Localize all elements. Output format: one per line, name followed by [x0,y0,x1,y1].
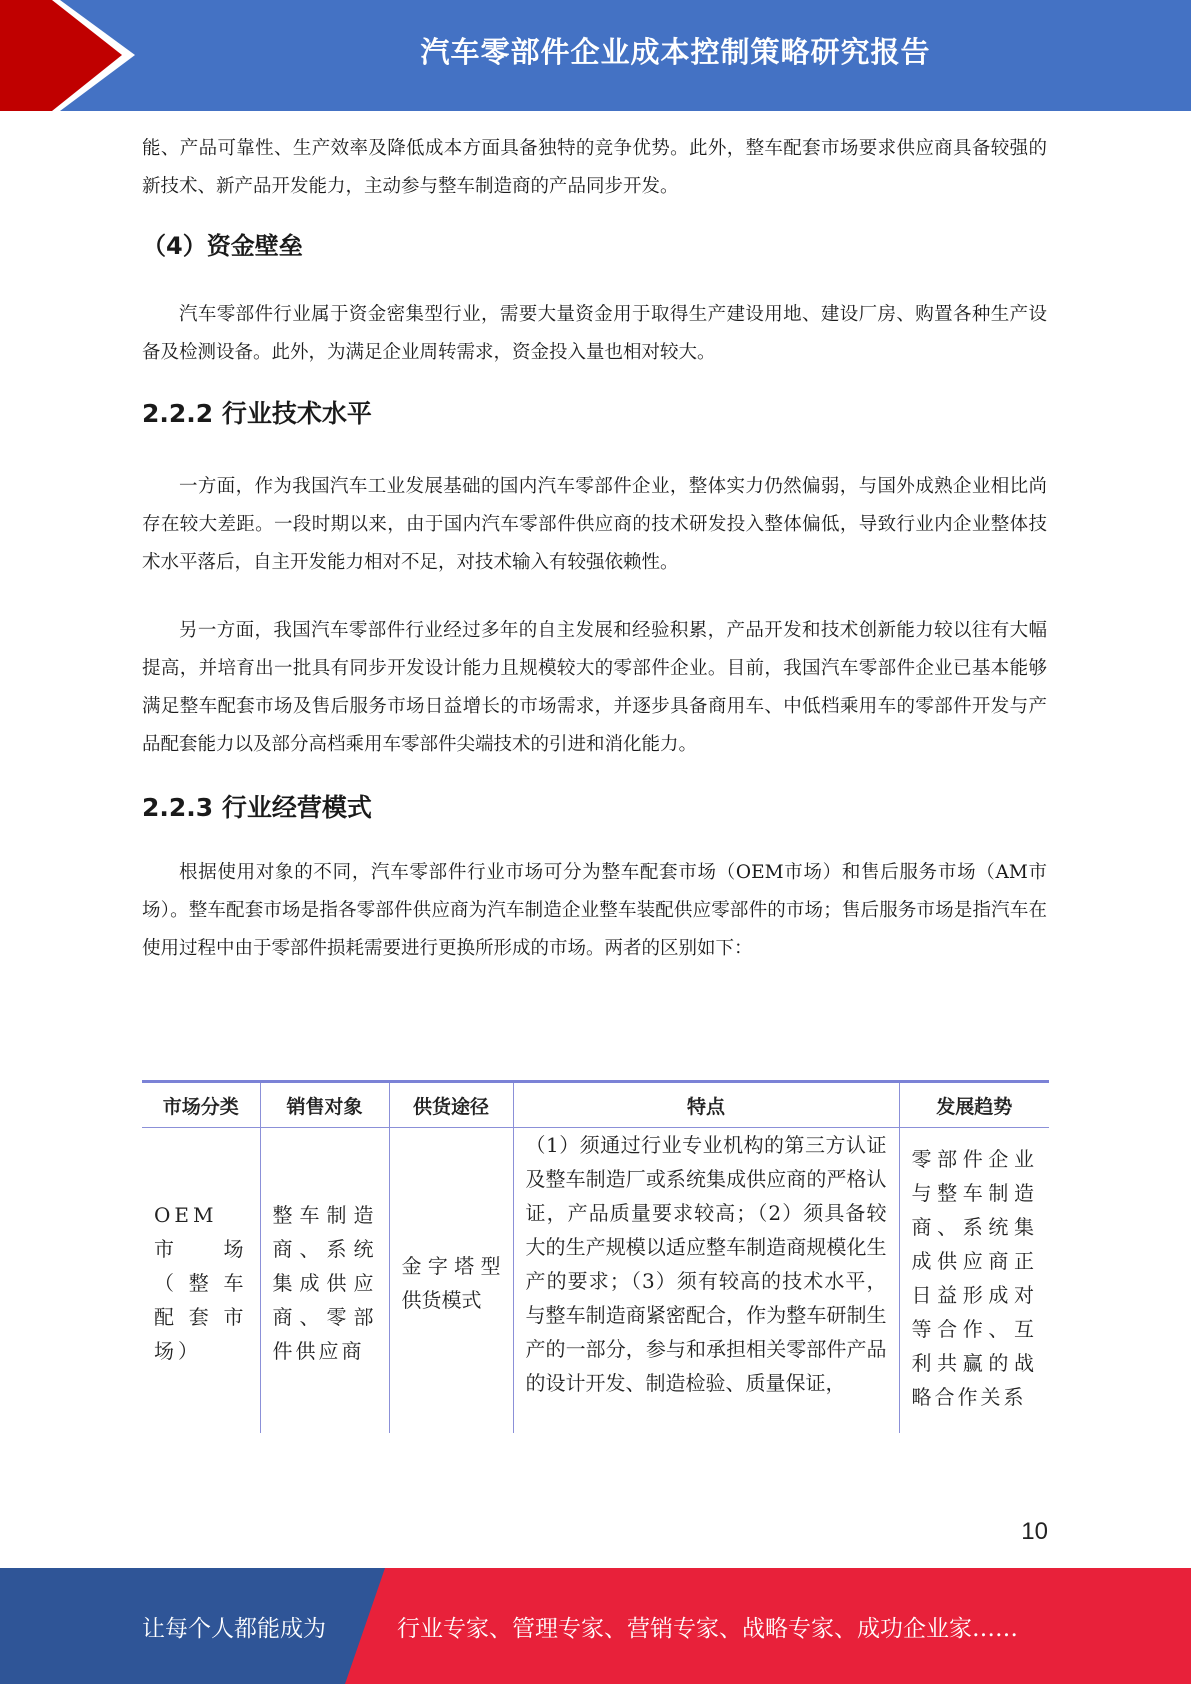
cell-market-type: OEM 市场（整车配套市场） [154,1202,248,1363]
section-heading-tech-level: 2.2.2 行业技术水平 [142,399,372,428]
page-number: 10 [1021,1518,1048,1545]
header-banner [0,0,1191,111]
column-header-market-type: 市场分类 [142,1083,260,1128]
paragraph-tech-level-1: 一方面，作为我国汽车工业发展基础的国内汽车零部件企业，整体实力仍然偏弱，与国外成熟企业相比尚存在较大差距。一段时期以来，由于国内汽车零部件供应商的技术研发投入整体偏低，导致行业内企业整体技术水平落后，自主开发能力相对不足，对技术输入有较强依赖性。 [142,476,1047,573]
column-header-trend: 发展趋势 [899,1083,1049,1128]
column-header-features: 特点 [513,1083,899,1128]
footer-slogan-right: 行业专家、管理专家、营销专家、战略专家、成功企业家…… [397,1615,1018,1642]
section-heading-business-model: 2.2.3 行业经营模式 [142,793,372,822]
cell-trend: 零部件企业与整车制造商、系统集成供应商正日益形成对等合作、互利共赢的战略合作关系 [899,1128,1049,1434]
cell-features: （1）须通过行业专业机构的第三方认证及整车制造厂或系统集成供应商的严格认证，产品质量要求较高；（2）须具备较大的生产规模以适应整车制造商规模化生产的要求；（3）须有较高的技术水平，与整车制造商紧密配合，作为整车研制生产的一部分，参与和承担相关零部件产品的设计开发、制造检验、质量保证， [513,1128,899,1434]
table-row [142,1128,1049,1434]
paragraph-continued: 能、产品可靠性、生产效率及降低成本方面具备独特的竞争优势。此外，整车配套市场要求供应商具备较强的新技术、新产品开发能力，主动参与整车制造商的产品同步开发。 [142,138,1047,197]
market-comparison-table [142,1080,1049,1433]
paragraph-tech-level-2: 另一方面，我国汽车零部件行业经过多年的自主发展和经验积累，产品开发和技术创新能力较以往有大幅提高，并培育出一批具有同步开发设计能力且规模较大的零部件企业。目前，我国汽车零部件企业已基本能够满足整车配套市场及售后服务市场日益增长的市场需求，并逐步具备商用车、中低档乘用车的零部件开发与产品配套能力以及部分高档乘用车零部件尖端技术的引进和消化能力。 [142,620,1047,755]
cell-supply-channel: 金字塔型供货模式 [389,1128,513,1434]
paragraph-capital-barrier: 汽车零部件行业属于资金密集型行业，需要大量资金用于取得生产建设用地、建设厂房、购置各种生产设备及检测设备。此外，为满足企业周转需求，资金投入量也相对较大。 [142,304,1047,363]
table-header-row [142,1083,1049,1128]
page-content [142,130,1047,968]
paragraph-business-model: 根据使用对象的不同，汽车零部件行业市场可分为整车配套市场（OEM市场）和售后服务市场（AM市场）。整车配套市场是指各零部件供应商为汽车制造企业整车装配供应零部件的市场；售后服务市场是指汽车在使用过程中由于零部件损耗需要进行更换所形成的市场。两者的区别如下： [142,862,1047,959]
footer-banner [0,1568,1191,1684]
column-header-sales-target: 销售对象 [260,1083,389,1128]
cell-sales-target: 整车制造商、系统集成供应商、零部件供应商 [260,1128,389,1434]
report-title: 汽车零部件企业成本控制策略研究报告 [420,35,931,69]
column-header-supply-channel: 供货途径 [389,1083,513,1128]
header-chevron-decoration [0,0,160,111]
heading-capital-barrier: （4）资金壁垒 [142,232,303,260]
footer-slogan-left: 让每个人都能成为 [142,1615,326,1642]
